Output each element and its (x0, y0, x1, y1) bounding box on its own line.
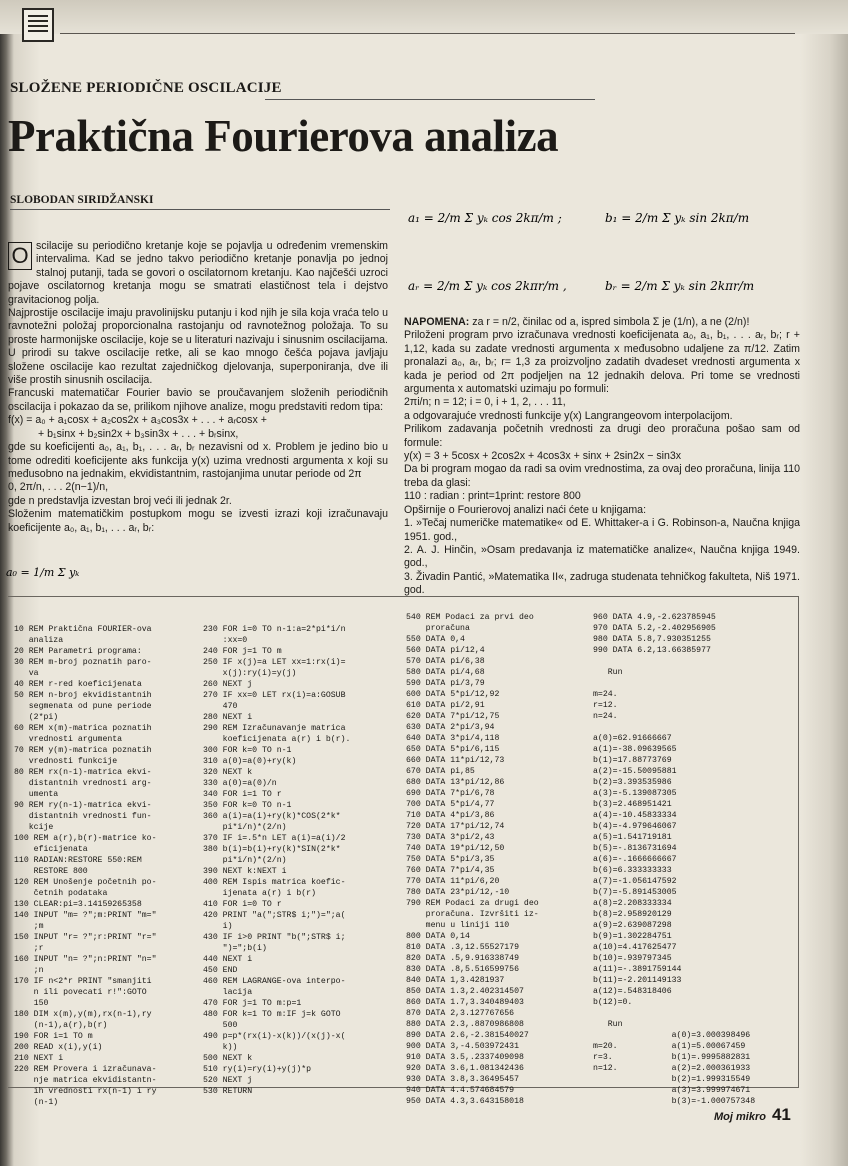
page-footer (714, 1105, 791, 1125)
body-paragraph: Da bi program mogao da radi sa ovim vrednostima, za ovaj deo proračuna, linija 110 treba da glasi: (404, 463, 800, 489)
dropcap: O (8, 242, 32, 270)
formula-a1-text: a₁ = 2/m Σ yₖ cos 2kπ/m ; (408, 211, 562, 225)
author-rule (10, 209, 390, 210)
lead-paragraph: Francuski matematičar Fourier bavio se proučavanjem složenih periodičnih oscilacija i pokazao da se, prilikom njihove analize, mogu predstaviti redom tipa: (8, 387, 388, 413)
lead-text (8, 240, 388, 535)
section-label: SLOŽENE PERIODIČNE OSCILACIJE (10, 80, 282, 96)
formula-a0-text: a₀ = 1/m Σ yₖ (6, 566, 80, 579)
formula-b1 (605, 196, 785, 240)
lead-paragraph: Složenim matematičkim postupkom mogu se izvesti izrazi koji izračunavaju koeficijente a₀, a₁, b₁, . . . aᵣ, bᵣ: (8, 508, 388, 534)
code-line-110: 110 : radian : print=1print: restore 800 (404, 490, 581, 503)
series-formula-line1: f(x) = a₀ + a₁cosx + a₂cos2x + a₃cos3x + . . . + aᵣcosx + (8, 414, 267, 427)
series-formula-line2: + b₁sinx + b₂sin2x + b₃sin3x + . . . + bᵣsinx, (38, 427, 239, 440)
code-column-3: 540 REM Podaci za prvi deo proračuna 550 DATA 0,4 560 DATA pi/12,4 570 DATA pi/6,38 580 DATA pi/4,68 590 DATA pi/3,79 600 DATA 5*pi/12,92 610 DATA pi/2,91 620 DATA 7*pi/12,75 630 DATA 2*pi/3,94 640 DATA 3*pi/4,118 650 DATA 5*pi/6,115 660 DATA 11*pi/12,73 670 DATA pi,85 680 DATA 13*pi/12,86 690 DATA 7*pi/6,78 700 DATA 5*pi/4,77 710 DATA 4*pi/3,86 720 DATA 17*pi/12,74 730 DATA 3*pi/2,43 740 DATA 19*pi/12,50 750 DATA 5*pi/3,35 760 DATA 7*pi/4,35 770 DATA 11*pi/6,20 780 DATA 23*pi/12,-10 790 REM Podaci za drugi deo proračuna. Izvršiti iz- menu u liniji 110 800 DATA 0,14 810 DATA .3,12.55527179 820 DATA .5,9.916338749 830 DATA .8,5.516599756 840 DATA 1,3.4281937 850 DATA 1.3,2.402314507 860 DATA 1.7,3.340489403 870 DATA 2,3.127767656 880 DATA 2.3,.8870986808 890 DATA 2.6,-2.381540027 900 DATA 3,-4.503972431 910 DATA 3.5,.2337409098 920 DATA 3.6,1.081342436 930 DATA 3.8,3.36495457 940 DATA 4.4.574684579 950 DATA 4.3,3.643158018 (406, 613, 539, 1106)
formula-br (605, 264, 795, 308)
article-title: Praktična Fourierova analiza (8, 111, 559, 161)
lead-paragraph: gde su koeficijenti a₀, a₁, b₁, . . . aᵣ, bᵣ nezavisni od x. Problem je jedino bio u tome odrediti koeficijente aks funkcija y(x) uzima vrednosti argumenta x koji su međusobno na jednakim, ekvidistantnim, rastojanjima unutar periode od 2π (8, 441, 388, 480)
section-rule (265, 99, 595, 100)
note-label: NAPOMENA: (404, 316, 470, 328)
right-column-text (404, 316, 800, 598)
note-paragraph (404, 316, 800, 329)
code-column-4: 960 DATA 4.9,-2.623785945 970 DATA 5.2,-2.402956905 980 DATA 5.8,7.930351255 990 DATA 6.2,13.66385977 Run m=24. r=12. n=24. a(0)=62.91666667 a(1)=-38.09639565 b(1)=17.88773769 a(2)=-15.50095881 b(2)=3.393535986 a(3)=-5.139087305 b(3)=2.468951421 a(4)=-10.45833334 b(4)=-4.979646067 a(5)=1.541719181 b(5)=-.8136731694 a(6)=-.1666666667 b(6)=6.333333333 a(7)=-1.056147592 b(7)=-5.891453005 a(8)=2.208333334 b(8)=2.958920129 a(9)=2.639087298 b(9)=1.302284751 a(10)=4.417625477 b(10)=.939797345 a(11)=-.3891759144 b(11)=-2.201149133 a(12)=.548318406 b(12)=0. Run a(0)=3.000398496 m=20. a(1)=5.00067459 r=3. b(1)=.9995882831 n=12. a(2)=2.000361933 b(2)=1.999315549 a(3)=3.999974671 b(3)=-1.000757348 (593, 613, 756, 1106)
reference-item: 2. A. J. Hinčin, »Osam predavanja iz matematičke analize«, Naučna knjiga 1949. god., (404, 543, 800, 570)
top-margin (0, 0, 848, 34)
magazine-name: Moj mikro (714, 1111, 766, 1123)
formula-a1 (408, 196, 578, 240)
body-paragraph: 2πi/n; n = 12; i = 0, i + 1, 2, . . . 11, (404, 396, 566, 409)
body-paragraph: Prilikom zadavanja početnih vrednosti za drugi deo proračuna pošao sam od formule: (404, 423, 800, 449)
formula-a0 (6, 548, 116, 598)
formula-br-text: bᵣ = 2/m Σ yₖ sin 2kπr/m (605, 279, 755, 293)
code-column-2: 230 FOR i=0 TO n-1:a=2*pi*i/n :xx=0 240 FOR j=1 TO m 250 IF x(j)=a LET xx=1:rx(i)= x(j):ry(i)=y(j) 260 NEXT j 270 IF xx=0 LET rx(i)=a:GOSUB 470 280 NEXT i 290 REM Izračunavanje matrica koeficijenata a(r) i b(r). 300 FOR k=0 TO n-1 310 a(0)=a(0)+ry(k) 320 NEXT k 330 a(0)=a(0)/n 340 FOR i=1 TO r 350 FOR k=0 TO n-1 360 a(i)=a(i)+ry(k)*COS(2*k* pi*i/n)*(2/n) 370 IF i=.5*n LET a(i)=a(i)/2 380 b(i)=b(i)+ry(k)*SIN(2*k* pi*i/n)*(2/n) 390 NEXT k:NEXT i 400 REM Ispis matrica koefic- ijenata a(r) i b(r) 410 FOR i=0 TO r 420 PRINT "a(";STR$ i;")=";a( i) 430 IF i>0 PRINT "b(";STR$ i; ")=";b(i) 440 NEXT i 450 END 460 REM LAGRANGE-ova interpo- lacija 470 FOR j=1 TO m:p=1 480 FOR k=1 TO m:IF j=k GOTO 500 490 p=p*(rx(i)-x(k))/(x(j)-x( k)) 500 NEXT k 510 ry(i)=ry(i)+y(j)*p 520 NEXT j 530 RETURN (203, 625, 351, 1096)
code-column-1: 10 REM Praktična FOURIER-ova analiza 20 REM Parametri programa: 30 REM m-broj poznatih paro- va 40 REM r-red koeficijenata 50 REM n-broj ekvidistantnih segmenata od pune periode (2*pi) 60 REM x(m)-matrica poznatih vrednosti argumenta 70 REM y(m)-matrica poznatih vrednosti funkcije 80 REM rx(n-1)-matrica ekvi- distantnih vrednosti arg- umenta 90 REM ry(n-1)-matrica ekvi- distantnih vrednosti fun- kcije 100 REM a(r),b(r)-matrice ko- eficijenata 110 RADIAN:RESTORE 550:REM RESTORE 800 120 REM Unošenje početnih po- četnih podataka 130 CLEAR:pi=3.14159265358 140 INPUT "m= ?";m:PRINT "m=" ;m 150 INPUT "r= ?";r:PRINT "r=" ;r 160 INPUT "n= ?";n:PRINT "n=" ;n 170 IF n<2*r PRINT "smanjiti n ili povecati r!":GOTO 150 180 DIM x(m),y(m),rx(n-1),ry (n-1),a(r),b(r) 190 FOR i=1 TO m 200 READ x(i),y(i) 210 NEXT i 220 REM Provera i izračunava- nje matrica ekvidistantn- ih vrednosti rx(n-1) i ry (n-1) (14, 625, 157, 1107)
formula-ar (408, 264, 588, 308)
argument-formula: 0, 2π/n, . . . 2(n−1)/n, (8, 481, 109, 494)
header-rule (60, 33, 795, 34)
body-paragraph: Priloženi program prvo izračunava vrednosti koeficijenata a₀, a₁, b₁, . . . aᵣ, bᵣ; r + 1,12, kada su zadate vrednosti argumenta x međusobno udaljene za π/12. Zatim pronalazi a₀, aᵣ, bᵣ; r= 1,3 za proizvoljno zadatih dvadeset vrednosti argumenta x kada je period od 2π podjeljen na 12 jednakih delova. Pri tome se vrednosti argumenta x automatski uzimaju po formuli: (404, 329, 800, 396)
author-name: SLOBODAN SIRIDŽANSKI (10, 194, 154, 206)
page-number: 41 (771, 1105, 791, 1124)
note-text: za r = n/2, činilac od a, ispred simbola Σ je (1/n), a ne (2/n)! (469, 316, 750, 328)
body-paragraph: a odgovarajuće vrednosti funkcije y(x) Langrangeovom interpolacijom. (404, 409, 733, 422)
reference-item: 1. »Tečaj numeričke matematike« od E. Whittaker-a i G. Robinson-a, Naučna knjiga 1951. god., (404, 517, 800, 543)
lead-paragraph: scilacije su periodično kretanje koje se pojavlja u određenim vremenskim intervalima. Kad se jedno takvo periodično kretanje ponavlja po jednoj stalnoj putanji, tada se govori o oscilatornom kretanju. Kao najčešći uzroci pojave oscilatornog kretanja mogu se smatrati elastičnost tela i dejstvo gravitacionog polja. (8, 240, 388, 306)
lead-paragraph: Najprostije oscilacije imaju pravolinijsku putanju i kod njih je sila koja vraća telo u ravnotežni položaj proporcionalna rastojanju od ravnotežnog položaja. To su proste harmonijske oscilacije, koje se u literaturi nazivaju i sinusnim oscilacijama. U prirodi su takve oscilacije retke, ali se kao mnogo češća pojava javljaju složene oscilacije kao rezultat zajedničkog djelovanja, superponiranja, dve ili više prostih sinusnih oscilacija. (8, 307, 388, 387)
formula-ar-text: aᵣ = 2/m Σ yₖ cos 2kπr/m , (408, 279, 567, 293)
reference-item: 3. Živadin Pantić, »Matematika II«, zadruga studenata tehničkog fakulteta, Niš 1971. god. (404, 570, 800, 597)
function-formula: y(x) = 3 + 5cosx + 2cos2x + 4cos3x + sinx + 2sin2x − sin3x (404, 450, 682, 463)
body-paragraph: Opširnije o Fourierovoj analizi naći ćete u knjigama: (404, 503, 647, 516)
formula-b1-text: b₁ = 2/m Σ yₖ sin 2kπ/m (605, 211, 750, 225)
calculator-icon (22, 8, 54, 42)
lead-paragraph: gde n predstavlja izvestan broj veći ili jednak 2r. (8, 494, 232, 507)
